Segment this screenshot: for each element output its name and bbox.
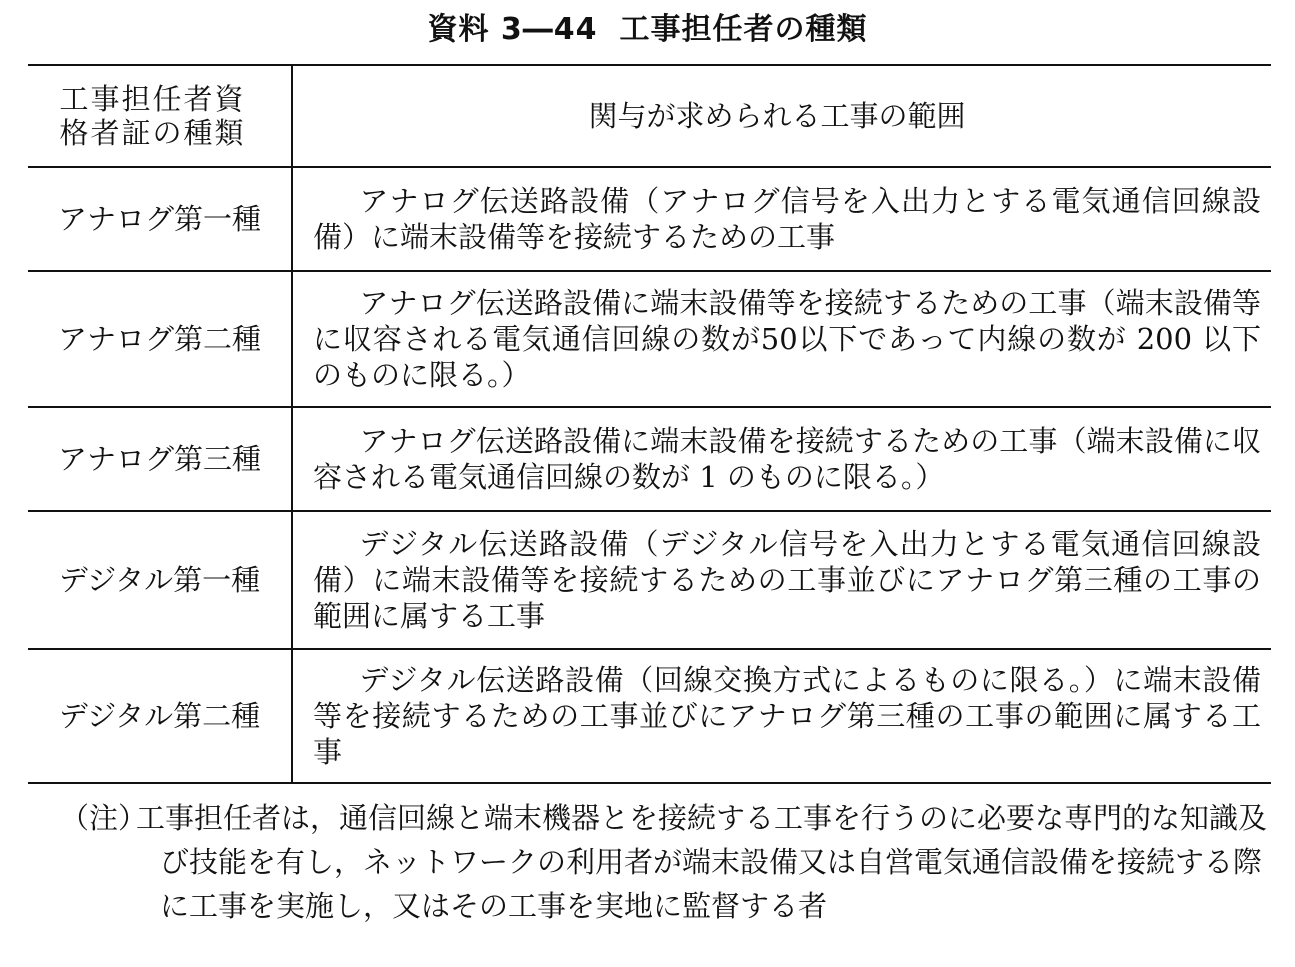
scope-cell: アナログ伝送路設備に端末設備等を接続するための工事（端末設備等に収容される電気通信回線の数が50以下であって内線の数が 200 以下のものに限る。） xyxy=(313,286,1261,392)
table-row xyxy=(28,649,1271,783)
table-row xyxy=(28,271,1271,407)
license-type-cell: デジタル第二種 xyxy=(28,649,292,783)
license-type-cell: アナログ第一種 xyxy=(28,167,292,271)
table-header-row xyxy=(28,65,1271,167)
footnote xyxy=(60,796,1275,928)
scope-cell: アナログ伝送路設備（アナログ信号を入出力とする電気通信回線設備）に端末設備等を接続するための工事 xyxy=(313,184,1261,254)
scope-cell: デジタル伝送路設備（デジタル信号を入出力とする電気通信回線設備）に端末設備等を接続するための工事並びにアナログ第三種の工事の範囲に属する工事 xyxy=(313,527,1261,633)
header-type-cell xyxy=(28,65,292,167)
license-type-cell: アナログ第三種 xyxy=(28,407,292,511)
document-title xyxy=(0,10,1295,50)
title-number: 資料 3―44 xyxy=(427,12,598,47)
license-type-table xyxy=(28,64,1271,784)
title-text: 工事担任者の種類 xyxy=(619,12,868,47)
footnote-label: （注） xyxy=(60,801,148,835)
scope-cell: アナログ伝送路設備に端末設備を接続するための工事（端末設備に収容される電気通信回線の数が 1 のものに限る。） xyxy=(313,424,1261,494)
scope-cell: デジタル伝送路設備（回線交換方式によるものに限る。）に端末設備等を接続するための工事並びにアナログ第三種の工事の範囲に属する工事 xyxy=(313,663,1261,769)
header-scope-cell: 関与が求められる工事の範囲 xyxy=(588,99,966,133)
table-row xyxy=(28,167,1271,271)
header-type-label: 工事担任者資格者証の種類 xyxy=(59,81,246,150)
table-row xyxy=(28,407,1271,511)
license-type-cell: アナログ第二種 xyxy=(28,271,292,407)
table-row xyxy=(28,511,1271,649)
footnote-text: 工事担任者は，通信回線と端末機器とを接続する工事を行うのに必要な専門的な知識及び技能を有し，ネットワークの利用者が端末設備又は自営電気通信設備を接続する際に工事を実施し，又はその工事を実地に監督する者 xyxy=(136,801,1268,923)
license-type-cell: デジタル第一種 xyxy=(28,511,292,649)
